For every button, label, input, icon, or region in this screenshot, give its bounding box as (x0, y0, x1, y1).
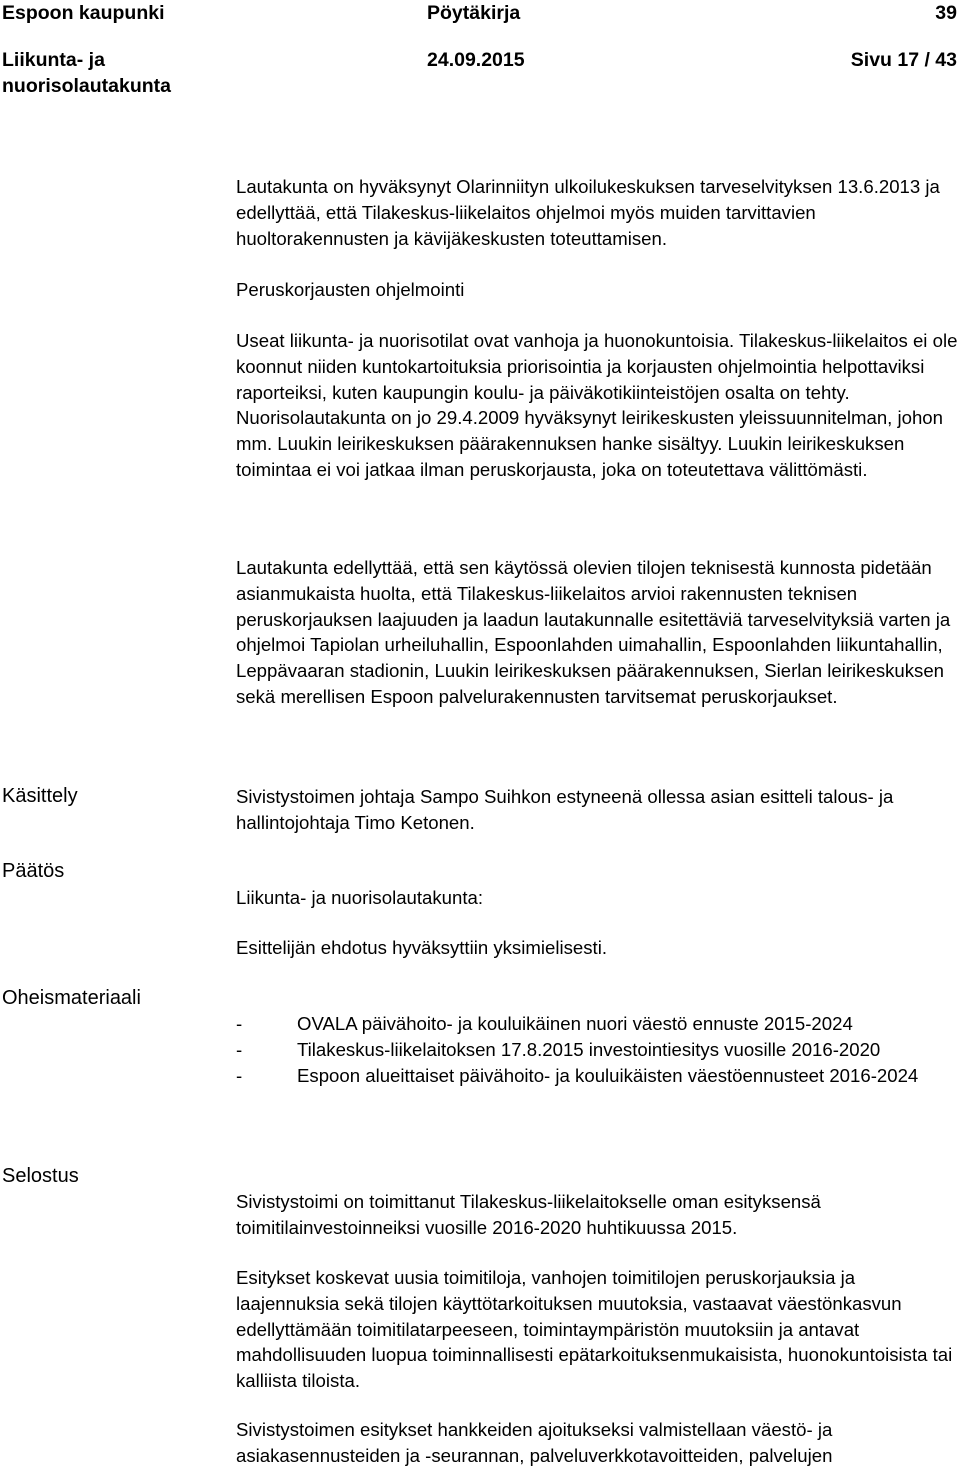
requirement-paragraph: Lautakunta edellyttää, että sen käytössä olevien tilojen teknisestä kunnosta pidetään asianmukaista huolta, että Tilakeskus-liikelaitos arvioi rakennusten teknisen peruskorjauksen laajuuden ja laadun lautakunnalle esitettäviä tarveselvityksiä varten ja ohjelmoi Tapiolan urheiluhallin, Espoonlahden uimahallin, Espoonlahden liikuntahallin, Leppävaaran stadionin, Luukin leirikeskuksen päärakennuksen, Sierlan leirikeskuksen sekä merellisen Espoon palvelurakennusten tarvitsemat peruskorjaukset. (236, 557, 951, 707)
oheismateriaali-label: Oheismateriaali (2, 987, 141, 1009)
selostus-paragraph-2: Esitykset koskevat uusia toimitiloja, vanhojen toimitilojen peruskorjauksia ja laajennuksia sekä tilojen käyttötarkoituksen muutoksia, vastaavat väestönkasvun edellyttämään toimitilatarpeeseen, toimintaympäristön muutoksiin ja antavat mahdollisuuden luopua toiminnallisesti epätarkoituksenmukaisista, huonokuntoisista tai kalliista tiloista. (236, 1267, 953, 1392)
renovation-paragraph: Useat liikunta- ja nuorisotilat ovat vanhoja ja huonokuntoisia. Tilakeskus-liikelaitos ei ole koonnut niiden kuntokartoituksia priorisointia ja korjausten ohjelmointia helpottaviksi raporteiksi, kuten kaupungin koulu- ja päiväkotikiinteistöjen osalta on tehty. Nuorisolautakunta on jo 29.4.2009 hyväksynyt leirikeskusten yleissuunnitelman, johon mm. Luukin leirikeskuksen päärakennuksen hanke sisältyy. Luukin leirikeskuksen toimintaa ei voi jatkaa ilman peruskorjausta, joka on toteutettava välittömästi. (236, 330, 958, 480)
list-item (236, 1063, 960, 1089)
attachment-text: Espoon alueittaiset päivähoito- ja kouluikäisten väestöennusteet 2016-2024 (297, 1064, 919, 1086)
list-item (236, 1037, 960, 1063)
paatos-label: Päätös (2, 860, 65, 882)
paatos-heading: Liikunta- ja nuorisolautakunta: (236, 887, 484, 908)
subheading-renovation-programming: Peruskorjausten ohjelmointi (236, 279, 465, 300)
list-item (236, 1011, 960, 1037)
selostus-paragraph-3: Sivistystoimen esitykset hankkeiden ajoitukseksi valmistellaan väestö- ja asiakasennusteiden ja -seurannan, palveluverkkotavoitteiden, palvelujen (236, 1419, 833, 1466)
committee-name-line1: Liikunta- ja (2, 49, 105, 71)
list-dash: - (236, 1064, 243, 1086)
committee-name-line2: nuorisolautakunta (2, 75, 172, 97)
list-dash: - (236, 1038, 243, 1060)
kasittely-text: Sivistystoimen johtaja Sampo Suihkon estyneenä ollessa asian esitteli talous- ja hallintojohtaja Timo Ketonen. (236, 786, 894, 833)
page-number: Sivu 17 / 43 (850, 49, 957, 71)
organization-name: Espoon kaupunki (2, 2, 165, 24)
paatos-text: Esittelijän ehdotus hyväksyttiin yksimielisesti. (236, 937, 607, 958)
attachment-text: Tilakeskus-liikelaitoksen 17.8.2015 investointiesitys vuosille 2016-2020 (297, 1038, 881, 1060)
selostus-label: Selostus (2, 1165, 79, 1187)
meeting-date: 24.09.2015 (427, 49, 525, 71)
intro-paragraph: Lautakunta on hyväksynyt Olarinniityn ulkoilukeskuksen tarveselvityksen 13.6.2013 ja edellyttää, että Tilakeskus-liikelaitos ohjelmoi myös muiden tarvittavien huoltorakennusten ja kävijäkeskusten toteuttamisen. (236, 176, 940, 249)
list-dash: - (236, 1013, 243, 1034)
document-type: Pöytäkirja (427, 2, 521, 24)
section-number: 39 (935, 2, 957, 24)
selostus-paragraph-1: Sivistystoimi on toimittanut Tilakeskus-liikelaitokselle oman esityksensä toimitilainvestoinneiksi vuosille 2016-2020 huhtikuussa 2015. (236, 1191, 821, 1238)
attachments-list (236, 1011, 960, 1088)
attachment-text: OVALA päivähoito- ja kouluikäinen nuori väestö ennuste 2015-2024 (297, 1013, 853, 1034)
kasittely-label: Käsittely (2, 785, 78, 807)
